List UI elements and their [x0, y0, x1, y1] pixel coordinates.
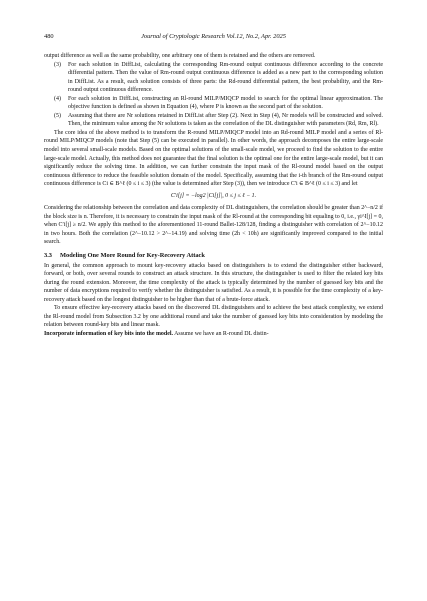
step-list — [44, 61, 383, 129]
step-item — [54, 112, 383, 129]
paragraph-correlation: Considering the relationship between the correlation and data complexity of DL distinguishers, the correlation should be greater than 2^−n/2 if the block size is n. Therefore, it is necessary to constrain the input mask of the Rl-round at the corresponding bit equaling to 0, i.e., γi^I[j] = 0, when C′i[j] ≥ n/2. We apply this method to the aforementioned 11-round Ballet-128/128, finding a distinguisher with correlation of 2^−10.12 in two hours. Both the correlation (2^−10.12 > 2^−14.19) and solving time (2h < 10h) are significantly improved compared to the initial search. — [44, 205, 383, 246]
section-heading — [44, 252, 383, 261]
journal-title: Journal of Cryptologic Research Vol.12, No.2, Apr. 2025 — [141, 33, 286, 40]
step-text: For each solution in DiffList, calculating the corresponding Rm-round output continuous difference according to the concrete differential pattern. Then the value of Rm-round output continuous difference is added as a new part to the corresponding solution in DiffList. As a result, each solution consists of three parts: the Rd-round differential pattern, the best probability, and the Rm-round output continuous difference. — [68, 61, 383, 94]
section-number: 3.3 — [44, 252, 52, 260]
page-number: 480 — [44, 33, 54, 40]
step-item — [54, 95, 383, 112]
page-body — [44, 52, 383, 339]
paragraph-general-approach: In general, the common approach to mount key-recovery attacks based on distinguishers is to extend the distinguisher either backward, forward, or both, over several rounds to construct an attack structure. In this structure, the distinguisher is used to filter the related key bits during the round extension. Moreover, the time complexity of the attack is typically determined by the number of guessed key bits and the number of data encryptions required to verify whether the distinguisher is satisfied. As a result, it is possible for the time complexity of a key-recovery attack based on the longest distinguisher to be higher than that of a brute-force attack. — [44, 262, 383, 303]
equation: C′i[j] = −log2 |Ci[j]|, 0 ≤ j ≤ ℓ − 1. — [170, 192, 257, 199]
paragraph-lead-rest: Assume we have an R-round DL distin- — [174, 330, 269, 337]
section-title: Modeling One More Round for Key-Recovery Attack — [60, 252, 205, 260]
paragraph-core-idea: The core idea of the above method is to transform the R-round MILP/MIQCP model into an Rd-round MILP model and a series of Rl-round MILP/MIQCP models (note that Step (5) can be executed in parallel). In other words, the approach decomposes the entire large-scale model into several small-scale models. Based on the optimal solutions of the small-scale model, we proceed to find the solution to the entire large-scale model. Actually, this method does not guarantee that the final solution is the optimal one for the entire large-scale model, but it can significantly reduce the solving time. In addition, we can further constrain the input mask of the Rl-round model based on the output continuous difference to reduce the feasible solution domain of the model. Specifically, assuming that the i-th branch of the Rm-round output continuous difference is Ci ∈ B^ℓ (0 ≤ i ≤ 3) (the value is determined after Step (3)), then we introduce C'i ∈ B^ℓ (0 ≤ i ≤ 3) and let — [44, 129, 383, 188]
step-text: For each solution in DiffList, constructing an Rl-round MILP/MIQCP model to search for the optimal linear approximation. The objective function is defined as shown in Equation (4), where P is known as the second part of the solution. — [68, 95, 383, 111]
running-header — [44, 33, 383, 43]
step-text: Assuming that there are Nr solutions retained in DiffList after Step (2). Next in Step (4), Nr models will be constructed and solved. Then, the minimum value among the Nr solutions is taken as the correlation of the DL distinguisher with parameters (Rd, Rm, Rl). — [68, 112, 383, 128]
step-item — [54, 61, 383, 95]
step-label: (4) — [54, 95, 61, 102]
paragraph-lead-bold: Incorporate information of key bits into the model. — [44, 330, 173, 337]
paragraph-key-bits — [44, 330, 383, 339]
step-label: (5) — [54, 112, 61, 119]
step-label: (3) — [54, 61, 61, 68]
intro-continuation: output difference as well as the same probability, one arbitrary one of them is retained and the others are removed. — [44, 53, 316, 59]
paragraph-extension: To ensure effective key-recovery attacks based on the discovered DL distinguishers and to achieve the best attack complexity, we extend the Rl-round model from Subsection 3.2 by one additional round and take the number of guessed key bits into consideration by modeling the relation between round-key bits and linear mask. — [44, 305, 383, 329]
